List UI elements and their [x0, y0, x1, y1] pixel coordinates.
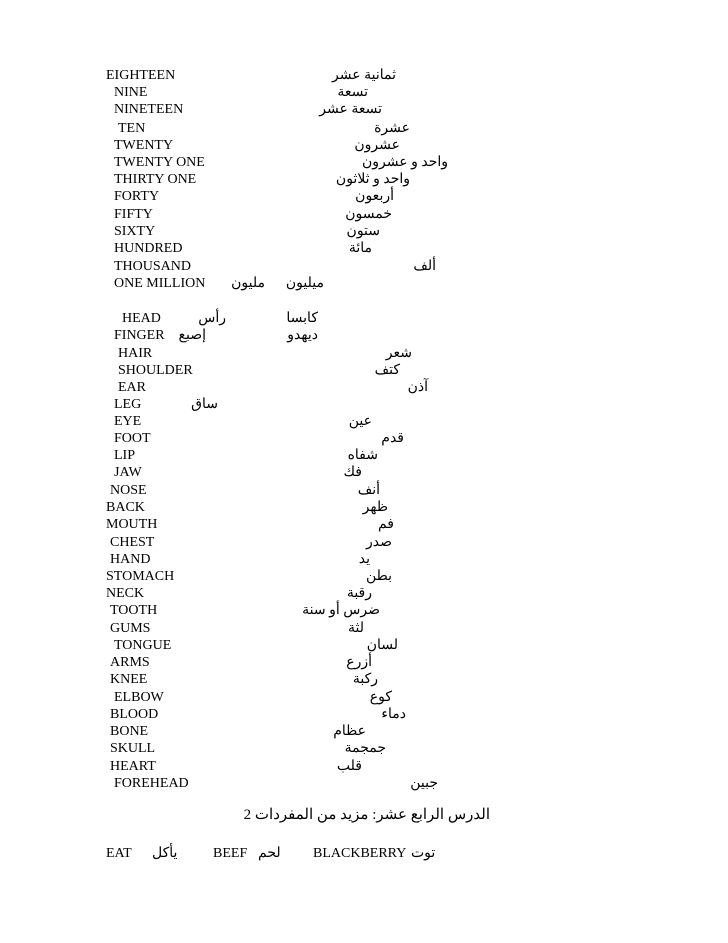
arabic-word: مائة: [348, 241, 372, 256]
arabic-word: عظام: [333, 724, 366, 739]
arabic-word-beef: لحم: [258, 846, 281, 861]
english-word: TOOTH: [110, 603, 158, 618]
arabic-word: كتف: [374, 363, 400, 378]
arabic-word: لسان: [366, 638, 398, 653]
arabic-word: تسعة: [337, 85, 368, 100]
arabic-word: آذن: [407, 380, 428, 395]
english-word: TEN: [118, 121, 146, 136]
english-word: NECK: [106, 586, 145, 601]
english-word: FIFTY: [114, 207, 153, 222]
english-word: THIRTY ONE: [114, 172, 197, 187]
english-word: BLOOD: [110, 707, 159, 722]
arabic-word: قلب: [336, 759, 362, 774]
arabic-word: قدم: [381, 431, 404, 446]
english-word: FORTY: [114, 189, 160, 204]
arabic-word: أربعون: [355, 189, 394, 204]
english-word: HEART: [110, 759, 156, 774]
arabic-word: مليون: [231, 276, 265, 291]
arabic-word: رأس: [198, 311, 226, 326]
english-word: BACK: [106, 500, 145, 515]
arabic-word: شفاه: [347, 448, 378, 463]
arabic-word: ثمانية عشر: [332, 68, 396, 83]
english-word: NINETEEN: [114, 102, 184, 117]
arabic-word: دماء: [381, 707, 406, 722]
arabic-word: جمجمة: [344, 741, 386, 756]
arabic-word: يد: [358, 552, 370, 567]
arabic-word: عشرون: [354, 138, 400, 153]
english-word: BONE: [110, 724, 149, 739]
english-word: STOMACH: [106, 569, 175, 584]
english-word: HUNDRED: [114, 241, 183, 256]
english-word: MOUTH: [106, 517, 158, 532]
arabic-word: جبين: [410, 776, 438, 791]
english-word: KNEE: [110, 672, 148, 687]
english-word: HAIR: [118, 346, 153, 361]
english-word: SHOULDER: [118, 363, 193, 378]
arabic-word: رقبة: [346, 586, 372, 601]
arabic-word-alt: ميليون: [285, 276, 324, 291]
english-word: HEAD: [122, 311, 161, 326]
arabic-word-eat: يأكل: [152, 846, 178, 861]
english-word-blackberry: BLACKBERRY: [313, 846, 407, 861]
english-word: THOUSAND: [114, 259, 191, 274]
english-word: LIP: [114, 448, 135, 463]
arabic-word: ستون: [346, 224, 380, 239]
english-word: CHEST: [110, 535, 155, 550]
arabic-word: عشرة: [374, 121, 410, 136]
english-word: EYE: [114, 414, 142, 429]
arabic-word: فم: [377, 517, 394, 532]
english-word-beef: BEEF: [213, 846, 248, 861]
arabic-word: ركبة: [352, 672, 378, 687]
english-word: LEG: [114, 397, 142, 412]
arabic-word: كوع: [369, 690, 392, 705]
arabic-word-blackberry: توت: [411, 846, 436, 861]
english-word: TWENTY: [114, 138, 174, 153]
english-word: NINE: [114, 85, 148, 100]
english-word: TONGUE: [114, 638, 172, 653]
arabic-word: إصبع: [178, 328, 206, 343]
arabic-word: أنف: [357, 483, 380, 498]
english-word: FINGER: [114, 328, 165, 343]
english-word: FOOT: [114, 431, 151, 446]
english-word: JAW: [114, 465, 142, 480]
arabic-word: لثة: [348, 621, 364, 636]
english-word: ONE MILLION: [114, 276, 206, 291]
arabic-word: ضرس أو سنة: [302, 603, 380, 618]
english-word: GUMS: [110, 621, 151, 636]
arabic-word: فك: [343, 465, 362, 480]
lesson-heading: الدرس الرابع عشر: مزيد من المفردات 2: [243, 807, 490, 823]
english-word: ARMS: [110, 655, 150, 670]
english-word: TWENTY ONE: [114, 155, 205, 170]
arabic-word: خمسون: [345, 207, 392, 222]
english-word: EIGHTEEN: [106, 68, 176, 83]
arabic-word: واحد و ثلاثون: [335, 172, 410, 187]
english-word: EAR: [118, 380, 146, 395]
english-word: SIXTY: [114, 224, 156, 239]
arabic-word: تسعة عشر: [319, 102, 382, 117]
arabic-word: أزرع: [346, 655, 372, 670]
arabic-word-alt: ديهدو: [287, 328, 318, 343]
arabic-word: صدر: [366, 535, 392, 550]
arabic-word: واحد و عشرون: [361, 155, 448, 170]
english-word: SKULL: [110, 741, 156, 756]
english-word: HAND: [110, 552, 151, 567]
english-word: ELBOW: [114, 690, 164, 705]
arabic-word: ساق: [191, 397, 218, 412]
arabic-word: ألف: [413, 259, 436, 274]
english-word: NOSE: [110, 483, 147, 498]
arabic-word-alt: كابسا: [286, 311, 318, 326]
arabic-word: عين: [348, 414, 372, 429]
arabic-word: شعر: [385, 346, 412, 361]
english-word-eat: EAT: [106, 846, 132, 861]
arabic-word: ظهر: [362, 500, 388, 515]
arabic-word: بطن: [365, 569, 392, 584]
english-word: FOREHEAD: [114, 776, 189, 791]
